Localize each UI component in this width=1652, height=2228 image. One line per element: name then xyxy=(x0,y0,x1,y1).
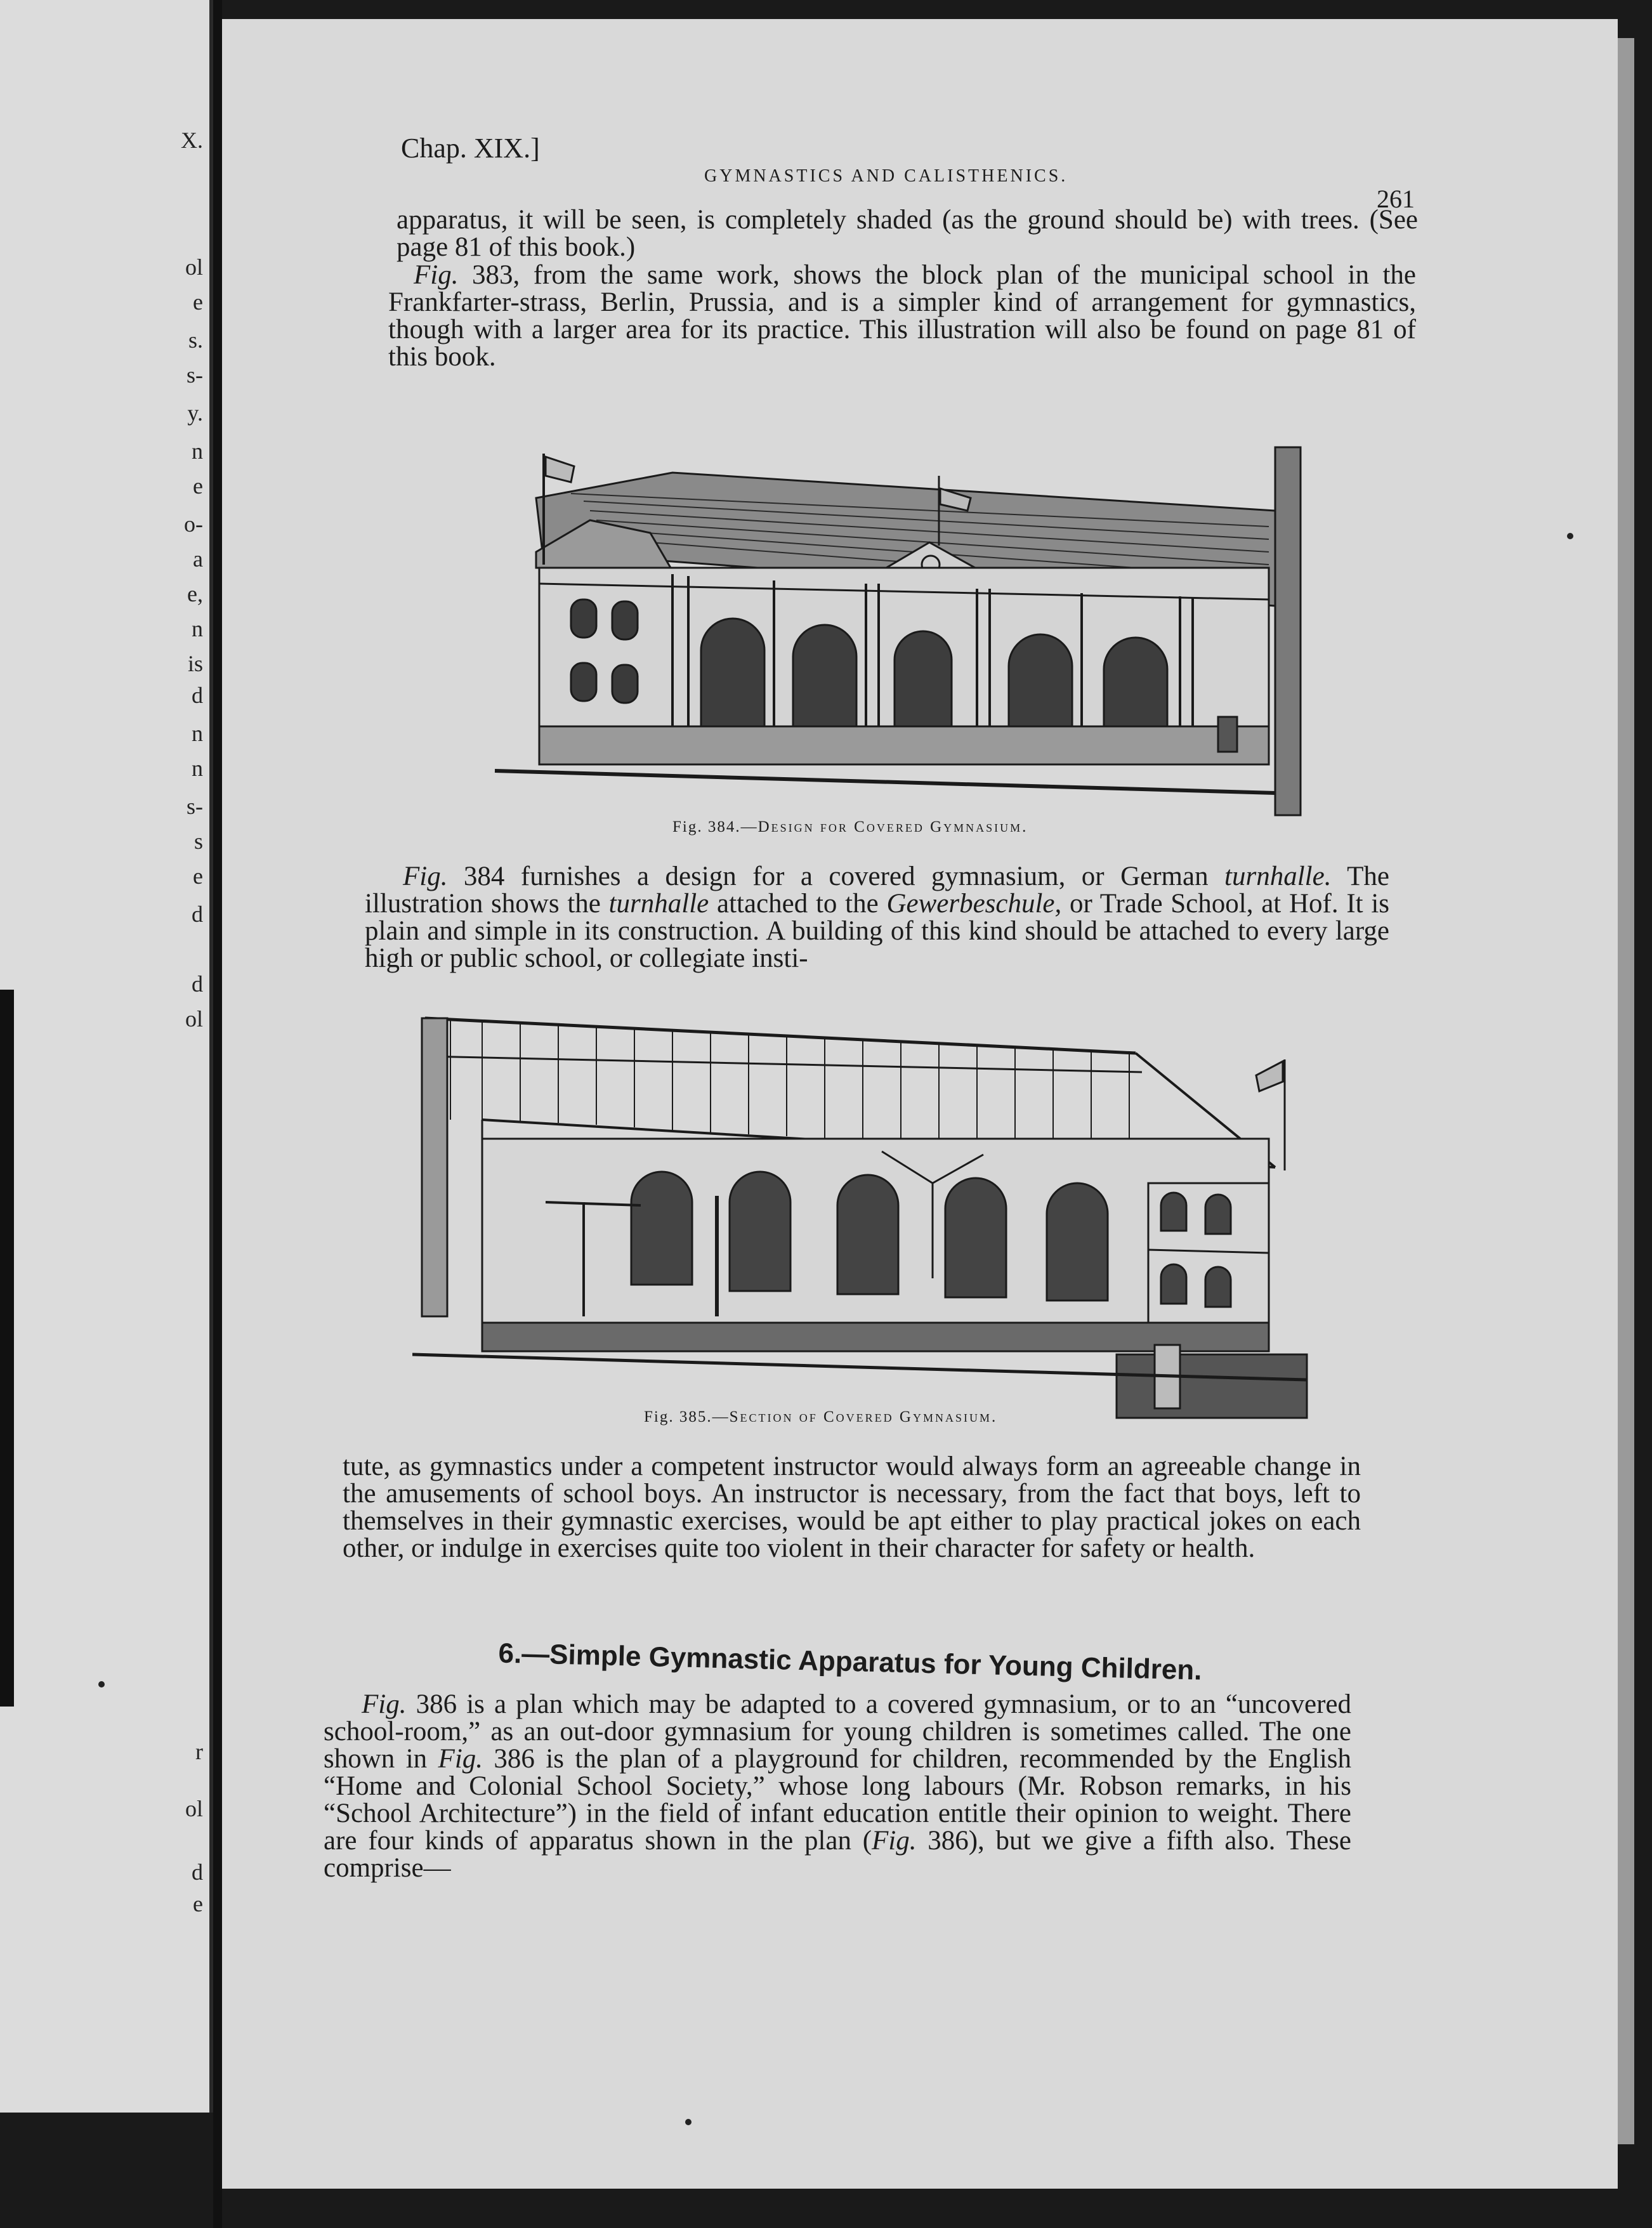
paragraph-fig383 xyxy=(388,261,1416,370)
fig384-gymnasium-elevation xyxy=(469,438,1320,831)
facing-page-text-fragment: y. xyxy=(187,400,203,426)
section-heading: 6.—Simple Gymnastic Apparatus for Young Children. xyxy=(498,1637,1203,1686)
caption-title: Design for Covered Gymnasium. xyxy=(757,818,1028,836)
caption-number: Fig. 385.— xyxy=(644,1408,730,1425)
running-title: GYMNASTICS AND CALISTHENICS. xyxy=(704,166,1068,186)
term-gewerbeschule: Gewerbeschule, xyxy=(886,889,1062,919)
paragraph-shading xyxy=(397,206,1418,261)
page-number: 261 xyxy=(1377,185,1415,213)
facing-page-text-fragment: a xyxy=(193,546,203,572)
fig385-caption xyxy=(644,1408,997,1426)
paragraph-text: attached to the xyxy=(709,889,887,919)
ink-speck xyxy=(685,2119,692,2125)
facing-page-border xyxy=(0,990,14,1707)
ink-speck xyxy=(1567,533,1573,539)
term-turnhalle: turnhalle. xyxy=(1224,862,1332,891)
facing-page-text-fragment: n xyxy=(192,616,203,641)
paragraph-text: 384 furnishes a design for a covered gymnasium, or German xyxy=(447,862,1225,891)
paragraph-instructor xyxy=(343,1453,1361,1562)
facing-page-text-fragment: n xyxy=(192,756,203,781)
facing-page-text-fragment: d xyxy=(192,901,203,927)
facing-page-text-fragment: e xyxy=(193,1891,203,1917)
facing-page-fragment xyxy=(0,0,213,2113)
paragraph-text: 386 is the plan of a playground for children, recommended by the English “Home and Colonial School Society,” whose long labours (Mr. Robson remarks, in his “School Architecture”) in the field of infant education entitle their opinion to weight. There are four kinds of apparatus shown in the plan ( xyxy=(324,1744,1351,1856)
paragraph-text: 386 is a plan which may be adapted to a covered gymnasium, or to an “uncovered school-room,” as an out-door gymnasium for young children is sometimes called. The one shown in xyxy=(324,1689,1351,1774)
page-edge xyxy=(1618,38,1634,2144)
caption-number: Fig. 384.— xyxy=(672,818,758,836)
facing-page-text-fragment: n xyxy=(192,721,203,746)
paragraph-text: apparatus, it will be seen, is completely shaded (as the ground should be) with trees. (See page 81 of this book.) xyxy=(397,205,1418,262)
facing-page-text-fragment: r xyxy=(195,1739,203,1764)
facing-page-text-fragment: s- xyxy=(187,794,203,819)
facing-page-text-fragment: ol xyxy=(185,1796,203,1821)
paragraph-fig386 xyxy=(324,1691,1351,1882)
fig-ref: Fig. xyxy=(403,862,448,891)
chapter-label: Chap. XIX.] xyxy=(401,133,540,164)
facing-page-text-fragment: e xyxy=(193,289,203,315)
fig-ref: Fig. xyxy=(362,1689,407,1719)
facing-page-text-fragment: s. xyxy=(188,327,203,353)
facing-page-text-fragment: e xyxy=(193,473,203,499)
facing-page-text-fragment: d xyxy=(192,971,203,997)
paragraph-fig384 xyxy=(365,863,1389,972)
fig384-caption xyxy=(672,818,1028,836)
facing-page-text-fragment: is xyxy=(187,651,203,676)
facing-page-text-fragment: n xyxy=(192,438,203,464)
caption-title: Section of Covered Gymnasium. xyxy=(729,1408,998,1425)
fig-ref: Fig. xyxy=(872,1826,917,1856)
facing-page-text-fragment: X. xyxy=(181,128,203,153)
facing-page-text-fragment: ol xyxy=(185,1006,203,1032)
facing-page-text-fragment: e xyxy=(193,863,203,889)
fig-ref: Fig. xyxy=(414,260,459,290)
book-gutter xyxy=(213,0,222,2228)
facing-page-text-fragment: o- xyxy=(184,511,203,537)
term-turnhalle: turnhalle xyxy=(608,889,709,919)
facing-page-text-fragment: s xyxy=(193,829,203,854)
fig385-gymnasium-section xyxy=(412,1012,1313,1424)
ink-speck xyxy=(98,1681,105,1687)
facing-page-text-fragment: d xyxy=(192,1859,203,1885)
paragraph-text: The illustration shows the xyxy=(365,862,1390,919)
facing-page-text-fragment: d xyxy=(192,683,203,708)
facing-page-text-fragment: ol xyxy=(185,254,203,280)
paragraph-text: 383, from the same work, shows the block plan of the municipal school in the Frankfarter-strass, Berlin, Prussia, and is a simpler kind of arrangement for gymnastics, though with a larger area for its practice. This illustration will also be found on page 81 of this book. xyxy=(388,260,1416,372)
fig-ref: Fig. xyxy=(438,1744,483,1774)
paragraph-text: tute, as gymnastics under a competent instructor would always form an agreeable change in the amusements of school boys. An instructor is necessary, from the fact that boys, left to themselves in their gymnastic exercises, would be apt either to play practical jokes on each other, or indulge in exercises quite too violent in their character for safety or health. xyxy=(343,1451,1361,1563)
paragraph-text: 386), but we give a fifth also. These comprise— xyxy=(324,1826,1351,1883)
facing-page-text-fragment: s- xyxy=(187,362,203,388)
paragraph-text: or Trade School, at Hof. It is plain and simple in its construction. A building of this kind should be attached to every large high or public school, or collegiate insti- xyxy=(365,889,1390,973)
facing-page-text-fragment: e, xyxy=(187,581,203,606)
